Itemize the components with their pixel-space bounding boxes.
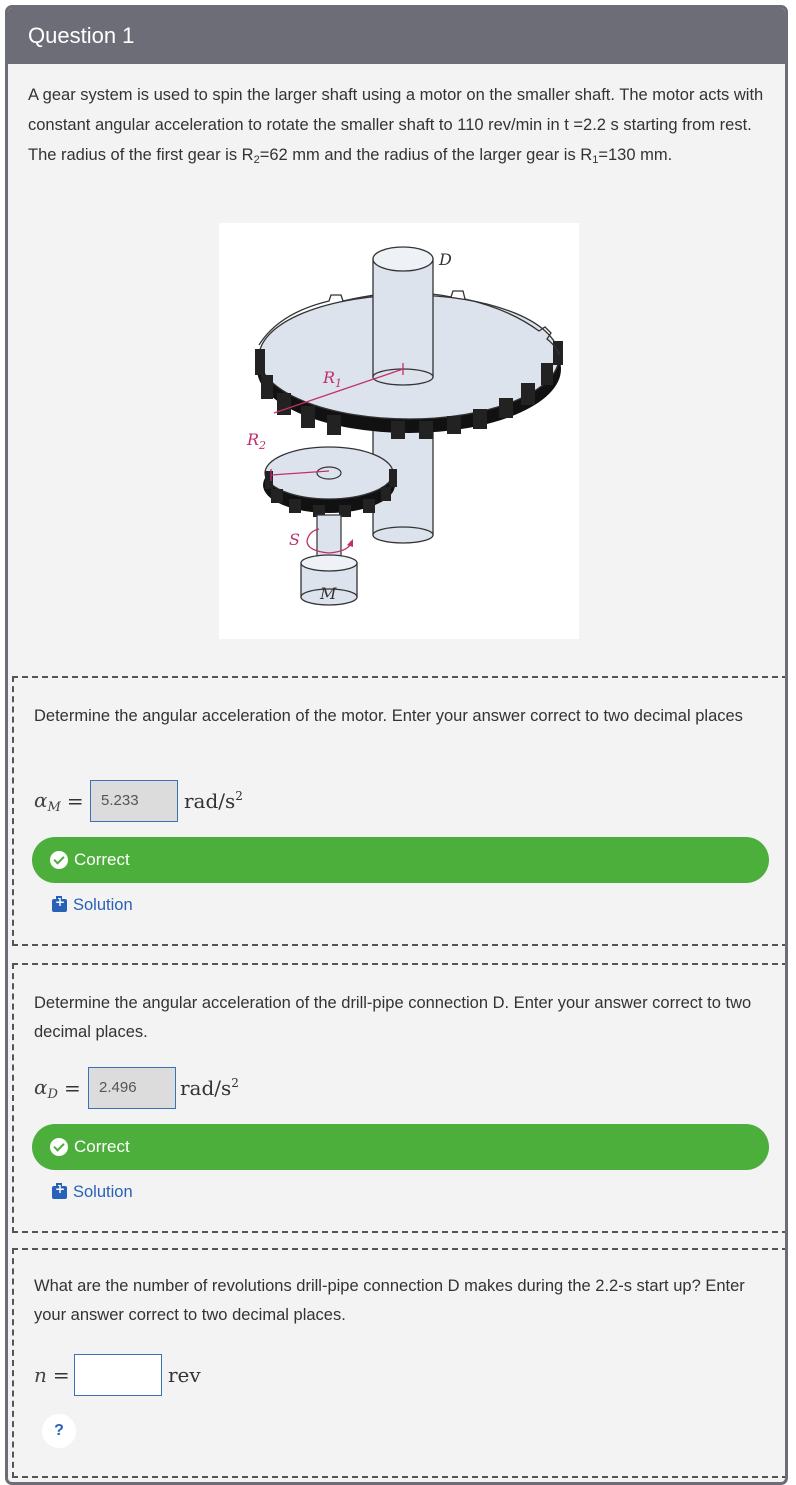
medkit-icon bbox=[52, 1186, 67, 1199]
question-intro: A gear system is used to spin the larger shaft using a motor on the smaller shaft. The motor acts with constant angular acceleration to rotate the smaller shaft to 110 rev/min in t =2.2 s starting from rest. The radius of the first gear is $R_2=62$ mm and the radius of the larger gear is $R_1=130$ mm. bbox=[28, 86, 764, 166]
part-3-unit: rev bbox=[168, 1363, 201, 1387]
part-2 bbox=[12, 963, 788, 1233]
check-circle-icon bbox=[50, 1138, 68, 1156]
alpha-m-input[interactable]: 5.233 bbox=[90, 780, 178, 822]
part-1-unit: rad/$s^2$ bbox=[184, 789, 243, 813]
check-circle-icon bbox=[50, 851, 68, 869]
alpha-m-symbol: $\alpha_M$ bbox=[34, 787, 61, 815]
part-3 bbox=[12, 1248, 788, 1478]
part-3-prompt: What are the number of revolutions drill-pipe connection D makes during the 2.2-s start up? Enter your answer correct to two decimal places. bbox=[34, 1277, 745, 1324]
alpha-d-input[interactable]: 2.496 bbox=[88, 1067, 176, 1109]
part-1-prompt: Determine the angular acceleration of the motor. Enter your answer correct to two decimal places bbox=[34, 707, 743, 725]
label-d: D bbox=[439, 250, 452, 269]
part-2-prompt: Determine the angular acceleration of the drill-pipe connection D. Enter your answer correct to two decimal places. bbox=[34, 994, 752, 1041]
part-1 bbox=[12, 676, 788, 946]
part-2-correct-badge: Correct bbox=[32, 1124, 769, 1170]
label-r1: R bbox=[323, 368, 336, 387]
part-3-equation: n = bbox=[34, 1363, 70, 1387]
part-1-correct-badge: Correct bbox=[32, 837, 769, 883]
part-2-solution-link[interactable]: + Solution bbox=[52, 1183, 133, 1202]
part-2-unit: rad/$s^2$ bbox=[180, 1076, 239, 1100]
part-2-equation: $\alpha_D$ = bbox=[34, 1074, 81, 1102]
medkit-icon bbox=[52, 899, 67, 912]
question-title: Question 1 bbox=[8, 8, 785, 64]
svg-text:R2: $R_2$ bbox=[247, 430, 267, 452]
label-m: M bbox=[320, 584, 337, 603]
question-card bbox=[5, 5, 788, 1485]
label-s: S bbox=[289, 530, 300, 549]
n-symbol: n bbox=[34, 1363, 47, 1387]
part-1-solution-link[interactable]: + Solution bbox=[52, 896, 133, 915]
gear-diagram bbox=[219, 223, 579, 639]
help-button[interactable]: ? bbox=[42, 1414, 76, 1448]
revolutions-input[interactable] bbox=[74, 1354, 162, 1396]
label-r2: R bbox=[247, 430, 260, 449]
part-1-equation: $\alpha_M$ = bbox=[34, 787, 84, 815]
alpha-d-symbol: $\alpha_D$ bbox=[34, 1074, 58, 1102]
svg-text:R1: $R_1$ bbox=[323, 368, 343, 390]
